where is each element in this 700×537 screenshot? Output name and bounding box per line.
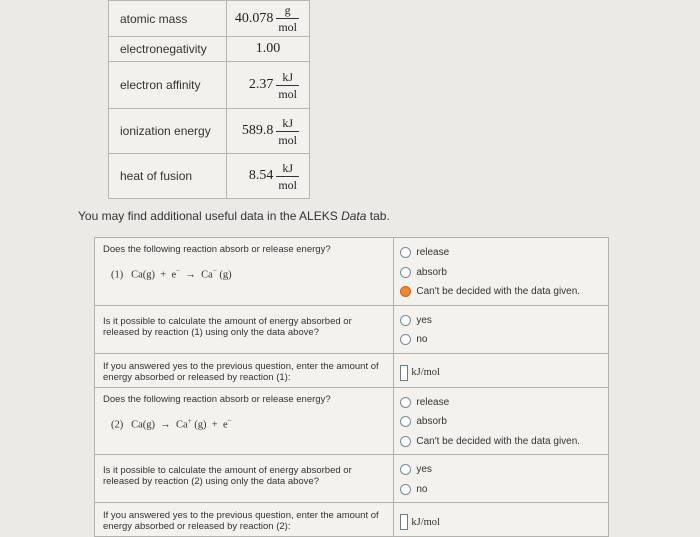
property-label: electronegativity: [109, 37, 227, 62]
element-data-table: [108, 0, 310, 199]
radio-icon[interactable]: [400, 464, 411, 475]
unit-label: kJ/mol: [411, 367, 440, 378]
property-label: atomic mass: [109, 1, 227, 37]
radio-icon[interactable]: [400, 484, 411, 495]
property-label: electron affinity: [109, 62, 227, 109]
radio-icon[interactable]: [400, 315, 411, 326]
question-text: Does the following reaction absorb or release energy?: [103, 393, 331, 405]
question-row-2-calculate: [95, 455, 609, 503]
property-value: 589.8: [241, 123, 274, 138]
radio-icon[interactable]: [400, 436, 411, 447]
option-no[interactable]: no: [400, 480, 602, 500]
unit-fraction: $\frac{kJ}{\text{mol}}$: [278, 160, 297, 192]
radio-icon[interactable]: [400, 334, 411, 345]
data-tab-note: You may find additional useful data in the ALEKS Data tab.: [78, 209, 390, 223]
unit-fraction: $\frac{g}{\text{mol}}$: [278, 3, 297, 34]
data-row-ionization-energy: [109, 109, 310, 154]
question-row-2-absorb-release: [95, 387, 609, 455]
reaction-2: (2) Ca(g) → Ca+ (g) + e−: [111, 416, 232, 430]
energy-input-1[interactable]: [400, 365, 408, 381]
property-value: 1.00: [255, 41, 281, 56]
option-absorb[interactable]: absorb: [400, 263, 602, 283]
data-row-heat-of-fusion: [109, 154, 310, 199]
question-text: If you answered yes to the previous question, enter the amount of energy absorbed or released by reaction (2):: [103, 510, 379, 532]
unit-fraction: $\frac{kJ}{\text{mol}}$: [278, 115, 297, 147]
question-row-2-enter: [95, 503, 609, 537]
question-text: If you answered yes to the previous question, enter the amount of energy absorbed or released by reaction (1):: [103, 360, 379, 383]
radio-icon[interactable]: [400, 247, 411, 258]
option-cant-decide[interactable]: Can't be decided with the data given.: [400, 282, 602, 302]
option-yes[interactable]: yes: [400, 311, 602, 331]
option-no[interactable]: no: [400, 330, 602, 350]
data-row-electronegativity: [109, 37, 310, 62]
option-cant-decide[interactable]: Can't be decided with the data given.: [400, 432, 602, 452]
property-value: 40.078: [234, 10, 274, 26]
property-label: ionization energy: [109, 109, 227, 154]
data-row-atomic-mass: [109, 1, 310, 37]
property-value: 2.37: [248, 77, 274, 92]
option-yes[interactable]: yes: [400, 460, 602, 480]
radio-icon[interactable]: [400, 416, 411, 427]
energy-input-2[interactable]: [400, 514, 408, 530]
option-absorb[interactable]: absorb: [400, 412, 602, 432]
radio-icon[interactable]: [400, 397, 411, 408]
question-text: Does the following reaction absorb or release energy?: [103, 244, 331, 255]
question-text: Is it possible to calculate the amount of energy absorbed or released by reaction (1) using only the data above?: [103, 315, 352, 338]
property-label: heat of fusion: [109, 154, 227, 199]
question-row-1-calculate: [95, 305, 609, 353]
radio-selected-icon[interactable]: [400, 286, 411, 297]
option-release[interactable]: release: [400, 393, 602, 413]
question-row-1-enter: [95, 353, 609, 387]
radio-icon[interactable]: [400, 267, 411, 278]
reaction-1: (1) Ca(g) + e− → Ca− (g): [111, 267, 232, 281]
questions-table: [94, 237, 609, 537]
unit-label: kJ/mol: [411, 516, 440, 528]
unit-fraction: $\frac{kJ}{\text{mol}}$: [278, 69, 297, 101]
question-row-1-absorb-release: [95, 238, 609, 306]
question-text: Is it possible to calculate the amount of energy absorbed or released by reaction (2) using only the data above?: [103, 465, 352, 487]
property-value: 8.54: [248, 168, 274, 183]
option-release[interactable]: release: [400, 243, 602, 263]
data-row-electron-affinity: [109, 62, 310, 109]
